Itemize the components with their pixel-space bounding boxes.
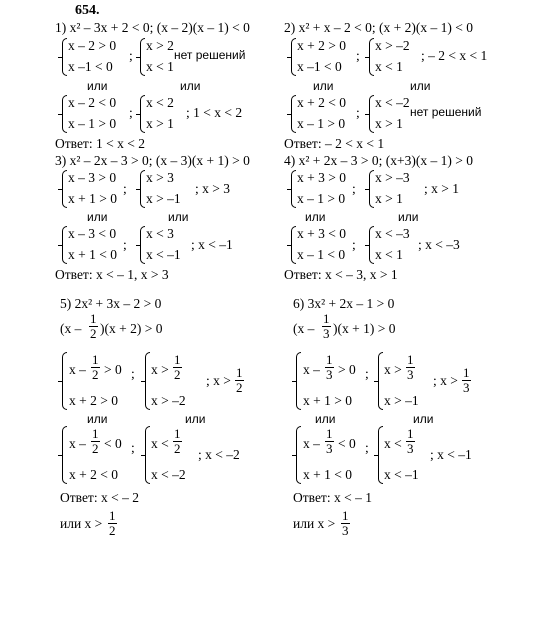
p4-sys2a-brace bbox=[291, 226, 296, 264]
p5-or-line-pre: или x > bbox=[60, 516, 103, 531]
p2-header: 2) x² + x – 2 < 0; (x + 2)(x – 1) < 0 bbox=[284, 20, 473, 35]
p6-or-line-den: 3 bbox=[342, 523, 349, 538]
p5-s2a-den: 2 bbox=[92, 441, 99, 456]
p5-res2: ; x < –2 bbox=[198, 447, 240, 462]
p6-factor-post: )(x + 1) > 0 bbox=[333, 321, 396, 336]
p6-s1a-post: > 0 bbox=[338, 362, 356, 377]
p6-res1-den: 3 bbox=[463, 380, 470, 395]
p3-sys1b-brace bbox=[140, 170, 145, 208]
p6-s1b-pre: x > bbox=[384, 362, 402, 377]
p4-sys2b-brace bbox=[369, 226, 374, 264]
p5-s2b-pre: x < bbox=[151, 436, 169, 451]
p6-or1: или bbox=[315, 412, 336, 426]
p5-header: 5) 2x² + 3x – 2 > 0 bbox=[60, 296, 162, 311]
p3-sys1a-line1: x – 3 > 0 bbox=[68, 170, 117, 185]
p5-factor-num: 1 bbox=[90, 311, 97, 326]
p4-sys1b-line2: x > 1 bbox=[375, 191, 403, 206]
p1-semicolon-2: ; bbox=[129, 105, 133, 120]
p5-semicolon-2: ; bbox=[131, 440, 135, 455]
p3-header: 3) x² – 2x – 3 > 0; (x – 3)(x + 1) > 0 bbox=[55, 153, 250, 168]
p5-s2a-frac bbox=[91, 427, 100, 456]
p4-header: 4) x² + 2x – 3 > 0; (x+3)(x – 1) > 0 bbox=[284, 153, 473, 168]
p5-s2b-line2: x < –2 bbox=[151, 467, 186, 482]
p2-sys1b-line1: x > –2 bbox=[375, 38, 410, 53]
p2-or2: или bbox=[410, 79, 431, 93]
p1-or1: или bbox=[87, 79, 108, 93]
p5-or1: или bbox=[87, 412, 108, 426]
p6-s2a-frac bbox=[325, 427, 334, 456]
p4-semicolon: ; bbox=[352, 181, 356, 196]
p3-sys2a-line2: x + 1 < 0 bbox=[68, 247, 117, 262]
p4-sys2a-line1: x + 3 < 0 bbox=[297, 226, 346, 241]
p2-sys1a-brace bbox=[291, 38, 296, 76]
p4-semicolon-2: ; bbox=[352, 237, 356, 252]
p6-res1-num: 1 bbox=[463, 365, 470, 380]
p1-res1: нет решений bbox=[174, 48, 246, 62]
p2-sys1b-brace bbox=[369, 38, 374, 76]
p5-s2a-pre: x – bbox=[69, 436, 86, 451]
p6-semicolon-2: ; bbox=[365, 440, 369, 455]
p2-answer: Ответ: – 2 < x < 1 bbox=[284, 136, 385, 151]
p5-answer: Ответ: x < – 2 bbox=[60, 490, 139, 505]
p6-s1a-line2: x + 1 > 0 bbox=[303, 393, 352, 408]
p6-s2a-post: < 0 bbox=[338, 436, 356, 451]
p3-sys2b-line2: x < –1 bbox=[146, 247, 181, 262]
p3-res2: ; x < –1 bbox=[191, 237, 233, 252]
p6-s2a-pre: x – bbox=[303, 436, 320, 451]
p1-or2: или bbox=[180, 79, 201, 93]
p5-s2b-num: 1 bbox=[174, 426, 181, 441]
p6-s2b-den: 3 bbox=[407, 441, 414, 456]
p3-sys1b-line1: x > 3 bbox=[146, 170, 174, 185]
p2-res1: ; – 2 < x < 1 bbox=[421, 48, 488, 63]
p5-s1a-den: 2 bbox=[92, 367, 99, 382]
p6-answer: Ответ: x < – 1 bbox=[293, 490, 372, 505]
p6-s1b-den: 3 bbox=[407, 367, 414, 382]
p6-s2a-line2: x + 1 < 0 bbox=[303, 467, 352, 482]
p6-s1b-line2: x > –1 bbox=[384, 393, 419, 408]
p6-s1a-frac bbox=[325, 353, 334, 382]
p3-semicolon: ; bbox=[123, 181, 127, 196]
p5-res1-num: 1 bbox=[236, 365, 243, 380]
p6-s2a-num: 1 bbox=[326, 426, 333, 441]
p5-sys2a-brace bbox=[62, 426, 67, 484]
p5-sys2b-brace bbox=[145, 426, 150, 484]
p6-or-line-num: 1 bbox=[342, 508, 349, 523]
p3-or2: или bbox=[168, 210, 189, 224]
p6-s1b-num: 1 bbox=[407, 352, 414, 367]
p5-or-line-den: 2 bbox=[109, 523, 116, 538]
p6-sys1b-brace bbox=[378, 352, 383, 410]
p3-res1: ; x > 3 bbox=[195, 181, 230, 196]
p6-s2a-den: 3 bbox=[326, 441, 333, 456]
p2-semicolon: ; bbox=[356, 48, 360, 63]
p4-sys1b-brace bbox=[369, 170, 374, 208]
p4-or1: или bbox=[305, 210, 326, 224]
p6-s2b-line2: x < –1 bbox=[384, 467, 419, 482]
p5-s2b-den: 2 bbox=[174, 441, 181, 456]
p1-semicolon: ; bbox=[129, 48, 133, 63]
p6-sys1a-brace bbox=[296, 352, 301, 410]
p1-res2: ; 1 < x < 2 bbox=[186, 105, 243, 120]
p5-res1-frac bbox=[235, 366, 244, 395]
p4-or2: или bbox=[398, 210, 419, 224]
p3-answer: Ответ: x < – 1, x > 3 bbox=[55, 267, 169, 282]
p2-sys2a-line2: x – 1 > 0 bbox=[297, 116, 346, 131]
p4-sys2b-line1: x < –3 bbox=[375, 226, 410, 241]
p6-factor-num: 1 bbox=[323, 311, 330, 326]
p6-res1-frac bbox=[462, 366, 471, 395]
p5-semicolon: ; bbox=[131, 366, 135, 381]
p1-answer: Ответ: 1 < x < 2 bbox=[55, 136, 145, 151]
p6-factor-pre: (x – bbox=[293, 321, 315, 336]
p6-factor-den: 3 bbox=[323, 326, 330, 341]
p6-s1a-num: 1 bbox=[326, 352, 333, 367]
p2-sys2a-brace bbox=[291, 95, 296, 133]
p6-header: 6) 3x² + 2x – 1 > 0 bbox=[293, 296, 395, 311]
p5-sys1a-brace bbox=[62, 352, 67, 410]
p5-or-line-num: 1 bbox=[109, 508, 116, 523]
p2-res2: нет решений bbox=[410, 105, 482, 119]
p5-s2a-line2: x + 2 < 0 bbox=[69, 467, 118, 482]
p1-sys1a-line1: x – 2 > 0 bbox=[68, 38, 117, 53]
p6-or2: или bbox=[413, 412, 434, 426]
p3-sys2b-line1: x < 3 bbox=[146, 226, 174, 241]
p5-factor-frac bbox=[89, 312, 98, 341]
p6-s1a-pre: x – bbox=[303, 362, 320, 377]
p3-sys2a-line1: x – 3 < 0 bbox=[68, 226, 117, 241]
p4-res2: ; x < –3 bbox=[418, 237, 460, 252]
p4-sys1b-line1: x > –3 bbox=[375, 170, 410, 185]
p2-sys1a-line1: x + 2 > 0 bbox=[297, 38, 346, 53]
p5-s1b-line2: x > –2 bbox=[151, 393, 186, 408]
p3-sys1a-brace bbox=[62, 170, 67, 208]
p6-s1b-frac bbox=[406, 353, 415, 382]
p6-res1-pre: ; x > bbox=[433, 373, 458, 388]
p2-sys2a-line1: x + 2 < 0 bbox=[297, 95, 346, 110]
p5-s1a-post: > 0 bbox=[104, 362, 122, 377]
p1-sys2b-line2: x > 1 bbox=[146, 116, 174, 131]
p1-sys1b-line1: x > 2 bbox=[146, 38, 174, 53]
p5-s2b-frac bbox=[173, 427, 182, 456]
p2-semicolon-2: ; bbox=[356, 105, 360, 120]
p5-s1a-pre: x – bbox=[69, 362, 86, 377]
p6-or-line-pre: или x > bbox=[293, 516, 336, 531]
p6-factor-frac bbox=[322, 312, 331, 341]
p1-sys2a-line1: x – 2 < 0 bbox=[68, 95, 117, 110]
p5-or2: или bbox=[185, 412, 206, 426]
p1-sys1b-brace bbox=[140, 38, 145, 76]
p3-sys2b-brace bbox=[140, 226, 145, 264]
p1-header: 1) x² – 3x + 2 < 0; (x – 2)(x – 1) < 0 bbox=[55, 20, 250, 35]
p6-semicolon: ; bbox=[365, 366, 369, 381]
p5-factor-pre: (x – bbox=[60, 321, 82, 336]
p2-sys2b-brace bbox=[369, 95, 374, 133]
p6-sys2b-brace bbox=[378, 426, 383, 484]
p5-s1b-frac bbox=[173, 353, 182, 382]
p4-sys2a-line2: x – 1 < 0 bbox=[297, 247, 346, 262]
p5-s1a-num: 1 bbox=[92, 352, 99, 367]
p5-res1-den: 2 bbox=[236, 380, 243, 395]
p5-res1-pre: ; x > bbox=[206, 373, 231, 388]
p6-s2b-pre: x < bbox=[384, 436, 402, 451]
p4-sys1a-line1: x + 3 > 0 bbox=[297, 170, 346, 185]
p1-sys1b-line2: x < 1 bbox=[146, 59, 174, 74]
p3-semicolon-2: ; bbox=[123, 237, 127, 252]
p4-res1: ; x > 1 bbox=[424, 181, 459, 196]
p2-or1: или bbox=[313, 79, 334, 93]
p1-sys1a-line2: x –1 < 0 bbox=[68, 59, 113, 74]
p5-factor-den: 2 bbox=[90, 326, 97, 341]
p3-sys2a-brace bbox=[62, 226, 67, 264]
p6-s2b-num: 1 bbox=[407, 426, 414, 441]
p4-answer: Ответ: x < – 3, x > 1 bbox=[284, 267, 398, 282]
p1-sys2b-brace bbox=[140, 95, 145, 133]
problem-number: 654. bbox=[75, 3, 100, 18]
p2-sys1a-line2: x –1 < 0 bbox=[297, 59, 342, 74]
p1-sys1a-brace bbox=[62, 38, 67, 76]
p1-sys2a-line2: x – 1 > 0 bbox=[68, 116, 117, 131]
p6-res2: ; x < –1 bbox=[430, 447, 472, 462]
p2-sys2b-line1: x < –2 bbox=[375, 95, 410, 110]
p5-or-line-frac bbox=[108, 509, 117, 538]
p3-sys1a-line2: x + 1 > 0 bbox=[68, 191, 117, 206]
p5-s2a-post: < 0 bbox=[104, 436, 122, 451]
p1-sys2b-line1: x < 2 bbox=[146, 95, 174, 110]
p3-sys1b-line2: x > –1 bbox=[146, 191, 181, 206]
p3-or1: или bbox=[87, 210, 108, 224]
p5-s2a-num: 1 bbox=[92, 426, 99, 441]
p4-sys1a-brace bbox=[291, 170, 296, 208]
p5-s1a-line2: x + 2 > 0 bbox=[69, 393, 118, 408]
p2-sys1b-line2: x < 1 bbox=[375, 59, 403, 74]
p5-sys1b-brace bbox=[145, 352, 150, 410]
p5-s1a-frac bbox=[91, 353, 100, 382]
p2-sys2b-line2: x > 1 bbox=[375, 116, 403, 131]
p4-sys2b-line2: x < 1 bbox=[375, 247, 403, 262]
p6-sys2a-brace bbox=[296, 426, 301, 484]
p5-factor-post: )(x + 2) > 0 bbox=[100, 321, 163, 336]
p6-or-line-frac bbox=[341, 509, 350, 538]
p1-sys2a-brace bbox=[62, 95, 67, 133]
p6-s1a-den: 3 bbox=[326, 367, 333, 382]
p5-s1b-pre: x > bbox=[151, 362, 169, 377]
p4-sys1a-line2: x – 1 > 0 bbox=[297, 191, 346, 206]
p5-s1b-num: 1 bbox=[174, 352, 181, 367]
p6-s2b-frac bbox=[406, 427, 415, 456]
p5-s1b-den: 2 bbox=[174, 367, 181, 382]
